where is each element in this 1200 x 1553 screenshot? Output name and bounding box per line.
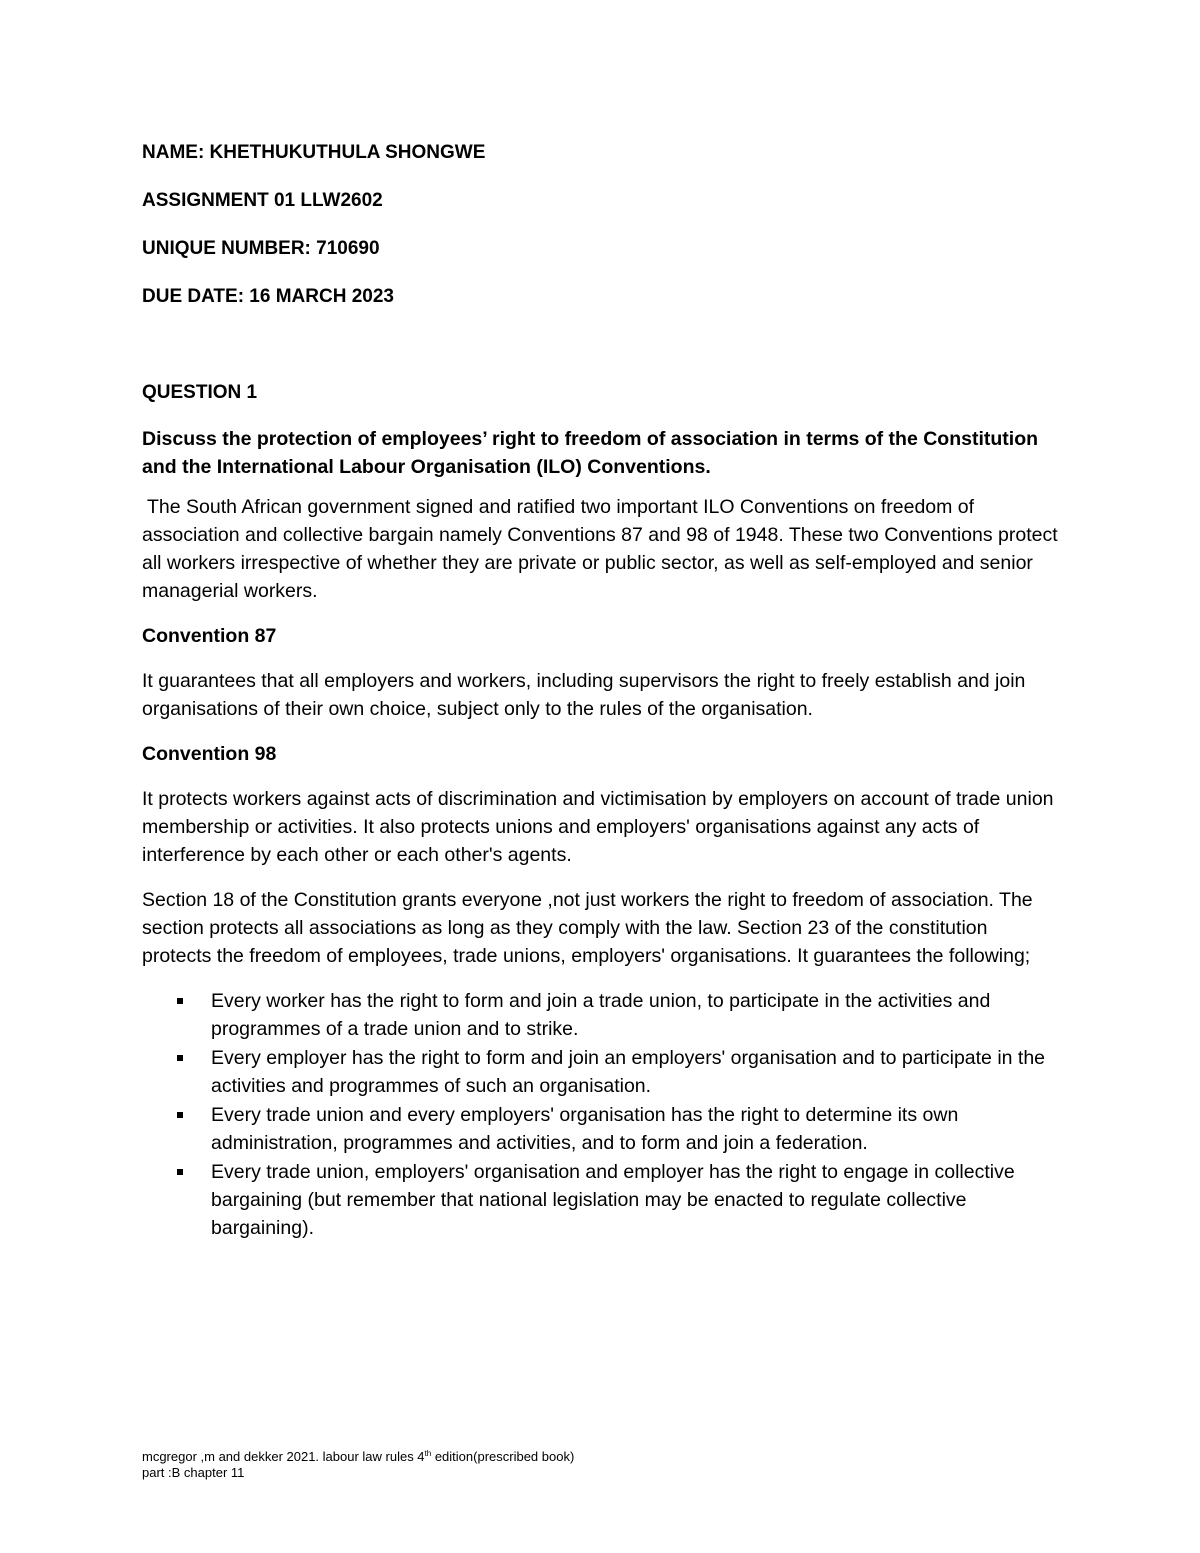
square-bullet-icon	[177, 1169, 183, 1175]
convention-98-paragraph: It protects workers against acts of discrimination and victimisation by employers on account of trade union membership or activities. It also protects unions and employers' organisations against any acts of interference by each other or each other's agents.	[142, 788, 1054, 866]
square-bullet-icon	[177, 1055, 183, 1061]
citation-superscript: th	[424, 1449, 432, 1458]
convention-87-heading: Convention 87	[142, 625, 277, 647]
footer-line-1	[142, 1446, 574, 1465]
list-item	[142, 1044, 1062, 1100]
list-item-text: Every employer has the right to form and join an employers' organisation and to participate in the activities and programmes of such an organisation.	[211, 1047, 1046, 1097]
footer-line-2: part :B chapter 11	[142, 1465, 245, 1480]
list-item-text: Every worker has the right to form and join a trade union, to participate in the activities and programmes of a trade union and to strike.	[211, 990, 991, 1040]
convention-98-heading: Convention 98	[142, 743, 277, 765]
intro-paragraph: The South African government signed and ratified two important ILO Conventions on freedom of association and collective bargain namely Conventions 87 and 98 of 1948. These two Conventions protect all workers irrespective of whether they are private or public sector, as well as self-employed and senior managerial workers.	[142, 496, 1058, 602]
student-name: NAME: KHETHUKUTHULA SHONGWE	[142, 142, 486, 163]
list-item	[142, 987, 1062, 1043]
document-body	[142, 139, 1062, 1243]
list-item-text: Every trade union and every employers' organisation has the right to determine its own administration, programmes and activities, and to form and join a federation.	[211, 1104, 959, 1154]
square-bullet-icon	[177, 998, 183, 1004]
due-date: DUE DATE: 16 MARCH 2023	[142, 286, 394, 307]
unique-number: UNIQUE NUMBER: 710690	[142, 238, 380, 259]
list-item	[142, 1158, 1062, 1242]
rights-list	[142, 987, 1062, 1242]
footer-citation	[142, 1446, 574, 1481]
convention-87-paragraph: It guarantees that all employers and workers, including supervisors the right to freely establish and join organisations of their own choice, subject only to the rules of the organisation.	[142, 670, 1026, 720]
citation-text: mcgregor ,m and dekker 2021. labour law rules 4	[142, 1449, 425, 1464]
list-item-text: Every trade union, employers' organisation and employer has the right to engage in collective bargaining (but remember that national legislation may be enacted to regulate collective bargaining).	[211, 1161, 1015, 1239]
question-label: QUESTION 1	[142, 382, 258, 403]
constitution-paragraph: Section 18 of the Constitution grants everyone ,not just workers the right to freedom of association. The section protects all associations as long as they comply with the law. Section 23 of the constitution protects the freedom of employees, trade unions, employers' organisations. It guarantees the following;	[142, 889, 1033, 967]
question-text: Discuss the protection of employees’ right to freedom of association in terms of the Constitution and the International Labour Organisation (ILO) Conventions.	[142, 428, 1039, 478]
list-item	[142, 1101, 1062, 1157]
assignment-code: ASSIGNMENT 01 LLW2602	[142, 190, 383, 211]
square-bullet-icon	[177, 1112, 183, 1118]
citation-edition: edition(prescribed book)	[431, 1449, 575, 1464]
